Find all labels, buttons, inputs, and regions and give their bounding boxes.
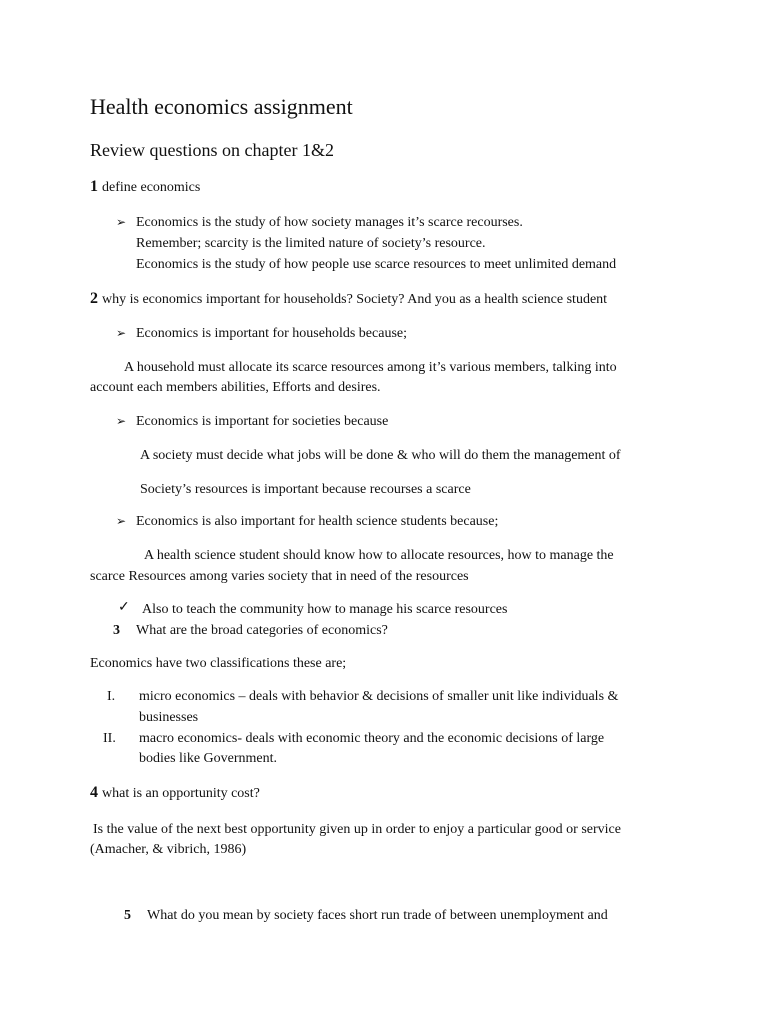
arrow-bullet-icon: ➢ — [116, 326, 127, 340]
list-item: micro economics – deals with behavior & decisions of smaller unit like individuals & — [139, 689, 619, 704]
answer-line: Economics have two classifications these are; — [90, 656, 347, 671]
answer-heading: Economics is important for societies because — [136, 414, 389, 429]
answer-line: scarce Resources among varies society that in need of the resources — [90, 569, 469, 584]
question-1 — [90, 178, 200, 198]
list-item: bodies like Government. — [139, 751, 278, 766]
answer-line: A health science student should know how to allocate resources, how to manage the — [144, 548, 614, 563]
checkmark-icon: ✓ — [118, 600, 130, 615]
question-text: What do you mean by society faces short run trade of between unemployment and — [147, 908, 608, 923]
question-number: 1 — [90, 178, 98, 195]
question-text: what is an opportunity cost? — [102, 786, 260, 801]
answer-line: Remember; scarcity is the limited nature of society’s resource. — [136, 236, 486, 251]
list-marker: II. — [103, 731, 116, 746]
document-subtitle: Review questions on chapter 1&2 — [90, 140, 334, 160]
question-text: why is economics important for households? Society? And you as a health science student — [102, 292, 608, 307]
answer-line: A household must allocate its scarce resources among it’s various members, talking into — [124, 360, 617, 375]
document-title: Health economics assignment — [90, 94, 353, 119]
answer-line: Economics is the study of how people use scarce resources to meet unlimited demand — [136, 257, 617, 272]
list-item: businesses — [139, 710, 199, 725]
question-text: define economics — [102, 180, 201, 195]
question-number: 3 — [113, 623, 120, 638]
answer-line: Is the value of the next best opportunity given up in order to enjoy a particular good or service — [93, 822, 621, 837]
question-number: 2 — [90, 290, 98, 307]
answer-line: A society must decide what jobs will be done & who will do them the management of — [140, 448, 621, 463]
question-2 — [90, 290, 607, 310]
arrow-bullet-icon: ➢ — [116, 514, 127, 528]
list-marker: I. — [107, 689, 116, 704]
arrow-bullet-icon: ➢ — [116, 414, 127, 428]
answer-line: account each members abilities, Efforts and desires. — [90, 380, 381, 395]
answer-line: Also to teach the community how to manage his scarce resources — [142, 602, 508, 617]
question-text: What are the broad categories of economics? — [136, 623, 388, 638]
answer-line: (Amacher, & vibrich, 1986) — [90, 842, 247, 857]
answer-heading: Economics is important for households because; — [136, 326, 407, 341]
answer-line: Economics is the study of how society manages it’s scarce recourses. — [136, 215, 523, 230]
question-4 — [90, 784, 260, 804]
question-number: 4 — [90, 784, 98, 801]
arrow-bullet-icon: ➢ — [116, 215, 127, 229]
answer-heading: Economics is also important for health science students because; — [136, 514, 499, 529]
list-item: macro economics- deals with economic theory and the economic decisions of large — [139, 731, 605, 746]
answer-line: Society’s resources is important because recourses a scarce — [140, 482, 471, 497]
question-number: 5 — [124, 908, 131, 923]
